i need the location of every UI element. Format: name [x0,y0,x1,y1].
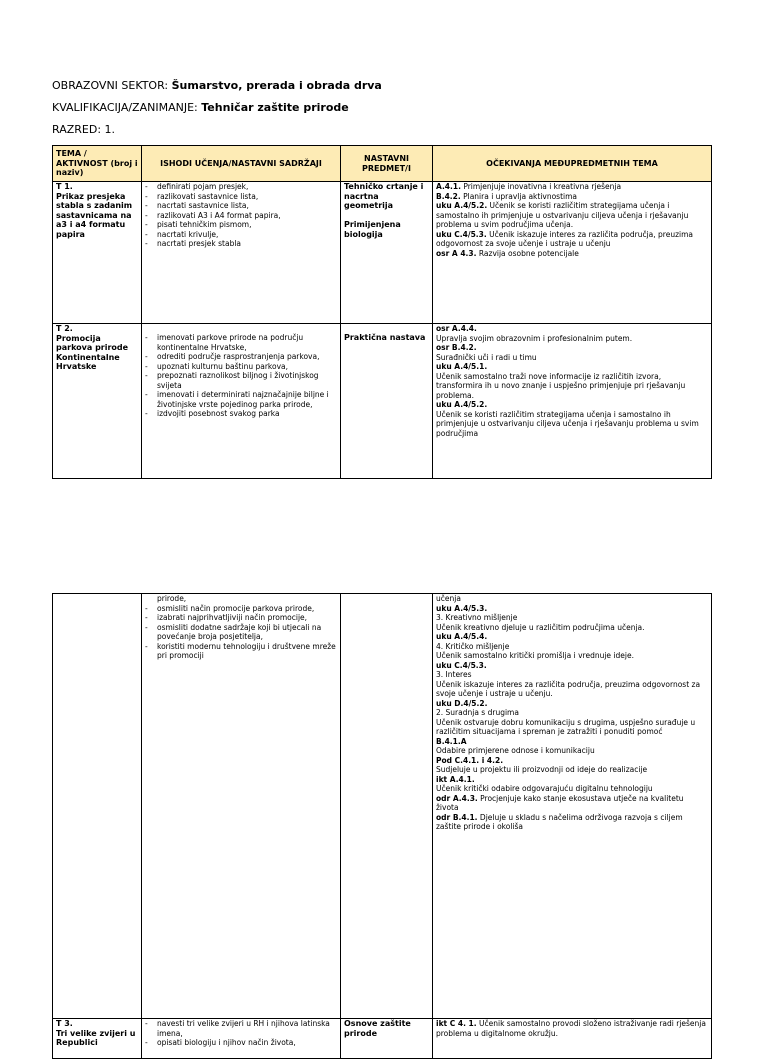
subjects-cell: Tehničko crtanje i nacrtna geometrija Primijenjena biologija [341,182,433,324]
expectations-cell [433,594,712,1019]
outcome-item: - osmisliti dodatne sadržaje koji bi utjecali na povećanje broja posjetitelja, [157,623,337,642]
outcome-item: - definirati pojam presjek, [157,182,337,192]
outcome-item: - imenovati parkove prirode na području kontinentalne Hrvatske, [157,333,337,352]
outcome-item: - osmisliti način promocije parkova prirode, [157,604,337,614]
grade-line [52,123,115,136]
outcome-item: - pisati tehničkim pismom, [157,220,337,230]
expectation-item: Upravlja svojim obrazovnim i profesionalnim putem. [436,333,633,343]
expectation-item: učenja [436,594,461,603]
col-header-expectations: OČEKIVANJA MEĐUPREDMETNIH TEMA [433,146,712,182]
expectation-item: osr A 4.3. Razvija osobne potencijale [436,248,579,258]
expectation-item: osr B.4.2. [436,343,477,352]
table-header-row [53,146,712,182]
expectation-item: Učenik se koristi različitim strategijama učenja i samostalno ih primjenjuje u ostvarivanju ciljeva učenja i rješavanju problema u svim područjima [436,409,699,438]
qualification-line [52,101,349,114]
expectation-item: odr A.4.3. Procjenjuje kako stanje ekosustava utječe na kvalitetu života [436,793,684,812]
outcome-item: - nacrtati krivulje, [157,230,337,240]
topic-cell [53,594,142,1019]
expectation-item: Učenik samostalno kritički promišlja i vrednuje ideje. [436,651,634,660]
expectations-cell [433,324,712,479]
expectation-item: Učenik kritički odabire odgovarajuću digitalnu tehnologiju [436,784,653,793]
outcome-item: - nacrtati sastavnice lista, [157,201,337,211]
outcomes-cell [142,182,341,324]
expectation-item: Učenik ostvaruje dobru komunikaciju s drugima, uspješno surađuje u različitim situacijama i spreman je zatražiti i ponuditi pomoć [436,717,696,736]
sector-value: Šumarstvo, prerada i obrada drva [171,79,382,92]
expectations-cell [433,1019,712,1059]
grade-value: 1. [104,123,116,136]
sector-line [52,79,382,92]
outcome-item: - razlikovati sastavnice lista, [157,192,337,202]
outcome-item: - nacrtati presjek stabla [157,239,337,249]
outcomes-cell: prirode, - osmisliti način promocije parkova prirode, - izabrati najprihvatljiviji način promocije, - osmisliti dodatne sadržaje koji bi utjecali na povećanje broja posjetitelja, - koristiti modernu tehnologiju i društvene mreže pri promociji [142,594,341,1019]
outcomes-cell [142,1019,341,1059]
expectation-item: uku A.4/5.1. [436,362,488,371]
expectation-item: 4. Kritičko mišljenje [436,641,510,651]
expectation-item: 3. Kreativno mišljenje [436,613,518,622]
expectation-item: uku A.4/5.2. [436,400,488,409]
outcome-item: - koristiti modernu tehnologiju i društvene mreže pri promociji [157,642,337,661]
expectation-item: uku D.4/5.2. [436,698,488,708]
col-header-subjects: NASTAVNI PREDMET/I [341,146,433,182]
outcome-item: - opisati biologiju i njihov način života, [157,1038,337,1048]
outcome-item: - navesti tri velike zvijeri u RH i njihova latinska imena, [157,1019,337,1038]
expectation-item: ikt A.4.1. [436,774,475,784]
expectation-item: uku A.4/5.2. Učenik se koristi različitim strategijama učenja i samostalno ih primjenjuje u ostvarivanju ciljeva učenja i rješavanju problema u svim područjima učenja. [436,201,689,229]
expectation-item: osr A.4.4. [436,324,477,333]
table-row [53,324,712,479]
expectation-item: Pod C.4.1. i 4.2. [436,755,504,765]
subjects-cell [341,594,433,1019]
subjects-cell: Osnove zaštite prirode [341,1019,433,1059]
expectation-item: 3. Interes [436,670,472,679]
table-row [53,1019,712,1059]
expectation-item: Sudjeluje u projektu ili proizvodnji od ideje do realizacije [436,765,648,774]
qualification-value: Tehničar zaštite prirode [201,101,349,114]
expectation-item: A.4.1. Primjenjuje inovativna i kreativna rješenja [436,182,622,191]
table-row [53,182,712,324]
expectation-item: ikt C 4. 1. Učenik samostalno provodi složeno istraživanje radi rješenja problema u digitalnome okružju. [436,1019,706,1038]
grade-label: RAZRED: [52,123,102,136]
sector-label: OBRAZOVNI SEKTOR: [52,79,169,92]
subjects-cell: Praktična nastava [341,324,433,479]
expectation-item: uku C.4/5.3. Učenik iskazuje interes za različita područja, preuzima odgovornost za svoje učenje i ustraje u učenju [436,229,694,248]
outcome-item: - prepoznati raznolikost biljnog i životinjskog svijeta [157,371,337,390]
expectation-item: 2. Suradnja s drugima [436,708,519,717]
outcome-item: - izdvojiti posebnost svakog parka [157,409,337,419]
expectation-item: uku A.4/5.4. [436,632,488,641]
outcomes-cell [142,324,341,479]
expectation-item: odr B.4.1. Djeluje u skladu s načelima održivoga razvoja s ciljem zaštite prirode i okoliša [436,812,683,831]
outcome-item: - izabrati najprihvatljiviji način promocije, [157,613,337,623]
table-row [53,594,712,1019]
topic-cell: T 1. Prikaz presjeka stabla s zadanim sastavnicama na a3 i a4 formatu papira [53,182,142,324]
expectation-item: Učenik samostalno traži nove informacije iz različitih izvora, transformira ih u novo znanje i uspješno primjenjuje pri rješavanju problema. [436,371,686,400]
expectation-item: uku A.4/5.3. [436,603,488,613]
outcome-item: - odrediti područje rasprostranjenja parkova, [157,352,337,362]
expectation-item: uku C.4/5.3. [436,660,487,670]
expectation-item: Odabire primjerene odnose i komunikaciju [436,746,595,755]
expectation-item: B.4.2. Planira i upravlja aktivnostima [436,191,578,201]
outcome-item: - razlikovati A3 i A4 format papira, [157,211,337,221]
expectation-item: Učenik kreativno djeluje u različitim područjima učenja. [436,622,645,632]
expectation-item: Surađnički uči i radi u timu [436,352,537,362]
outcome-item: - imenovati i determinirati najznačajnije biljne i životinjske vrste pojedinog parka prirode, [157,390,337,409]
expectations-cell [433,182,712,324]
topic-cell: T 2. Promocija parkova prirode Kontinentalne Hrvatske [53,324,142,479]
col-header-outcomes: ISHODI UČENJA/NASTAVNI SADRŽAJI [142,146,341,182]
expectation-item: B.4.1.A [436,736,467,746]
curriculum-table-1 [52,145,712,479]
curriculum-table-2 [52,593,712,1059]
expectation-item: Učenik iskazuje interes za različita područja, preuzima odgovornost za svoje učenje i ustraje u učenju. [436,679,701,698]
col-header-topic: TEMA / AKTIVNOST (broj i naziv) [53,146,142,182]
outcome-item: - upoznati kulturnu baštinu parkova, [157,362,337,372]
qualification-label: KVALIFIKACIJA/ZANIMANJE: [52,101,198,114]
topic-cell: T 3. Tri velike zvijeri u Republici [53,1019,142,1059]
